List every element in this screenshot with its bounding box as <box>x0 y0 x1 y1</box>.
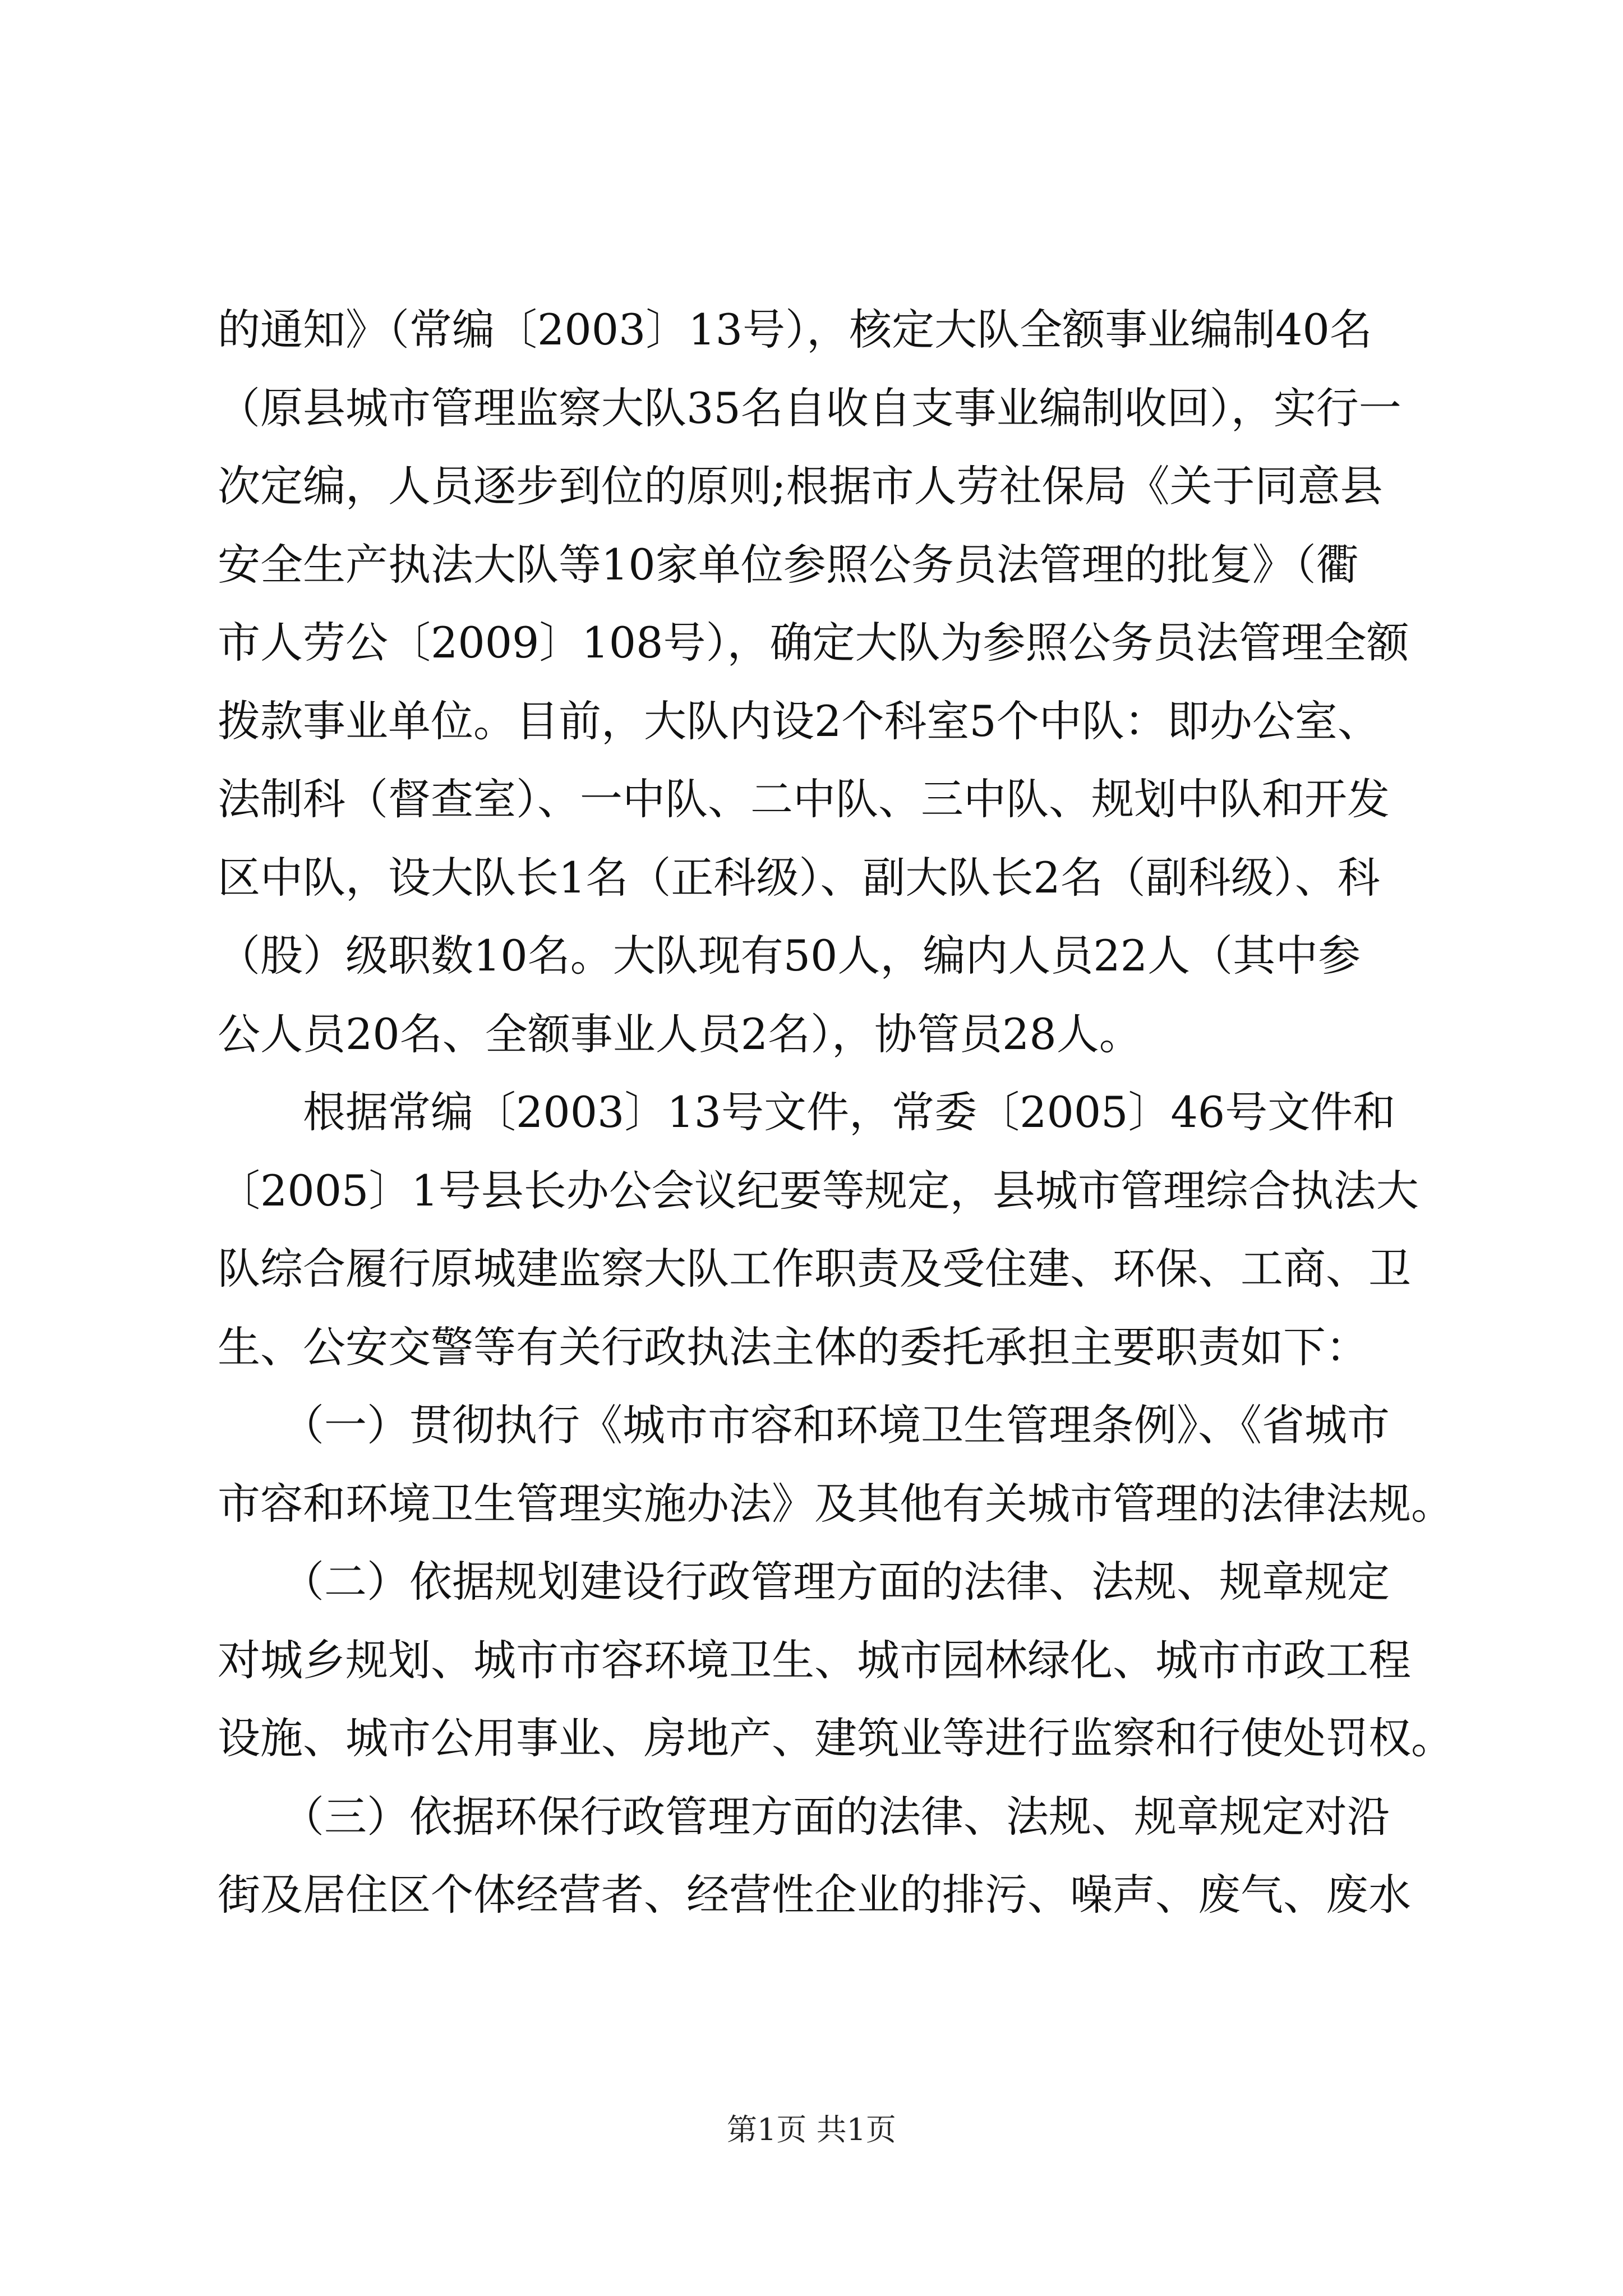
text-line: 公人员20名、全额事业人员2名），协管员28人。 <box>218 1009 1142 1059</box>
text-line: 市容和环境卫生管理实施办法》及其他有关城市管理的法律法规。 <box>218 1478 1454 1529</box>
text-line: 根据常编〔2003〕13号文件，常委〔2005〕46号文件和 <box>218 1087 1396 1137</box>
text-line: （三）依据环保行政管理方面的法律、法规、规章规定对沿 <box>218 1791 1390 1842</box>
page-number-footer: 第1页 共1页 <box>727 2112 896 2147</box>
text-line: 生、公安交警等有关行政执法主体的委托承担主要职责如下： <box>218 1322 1368 1372</box>
text-line: 法制科（督查室）、一中队、二中队、三中队、规划中队和开发 <box>218 774 1390 824</box>
text-line: （二）依据规划建设行政管理方面的法律、法规、规章规定 <box>218 1557 1390 1607</box>
text-line: 拨款事业单位。目前，大队内设2个科室5个中队：即办公室、 <box>218 696 1380 746</box>
text-line: 街及居住区个体经营者、经营性企业的排污、噪声、废气、废水 <box>218 1870 1411 1920</box>
text-line: 市人劳公〔2009〕108号），确定大队为参照公务员法管理全额 <box>218 618 1409 668</box>
document-body <box>218 291 1454 1934</box>
text-line: 次定编，人员逐步到位的原则;根据市人劳社保局《关于同意县 <box>218 461 1383 511</box>
text-line: （原县城市管理监察大队35名自收自支事业编制收回），实行一 <box>218 383 1401 433</box>
text-line: （一）贯彻执行《城市市容和环境卫生管理条例》、《省城市 <box>218 1400 1390 1450</box>
text-line: 设施、城市公用事业、房地产、建筑业等进行监察和行使处罚权。 <box>218 1713 1454 1763</box>
text-line: （股）级职数10名。大队现有50人，编内人员22人（其中参 <box>218 931 1361 981</box>
text-line: 队综合履行原城建监察大队工作职责及受住建、环保、工商、卫 <box>218 1244 1411 1294</box>
text-line: 〔2005〕1号县长办公会议纪要等规定，县城市管理综合执法大 <box>218 1165 1419 1216</box>
text-line: 对城乡规划、城市市容环境卫生、城市园林绿化、城市市政工程 <box>218 1635 1411 1685</box>
text-line: 的通知》（常编〔2003〕13号），核定大队全额事业编制40名 <box>218 305 1372 355</box>
text-line: 区中队，设大队长1名（正科级）、副大队长2名（副科级）、科 <box>218 852 1380 903</box>
text-line: 安全生产执法大队等10家单位参照公务员法管理的批复》（衢 <box>218 539 1359 590</box>
